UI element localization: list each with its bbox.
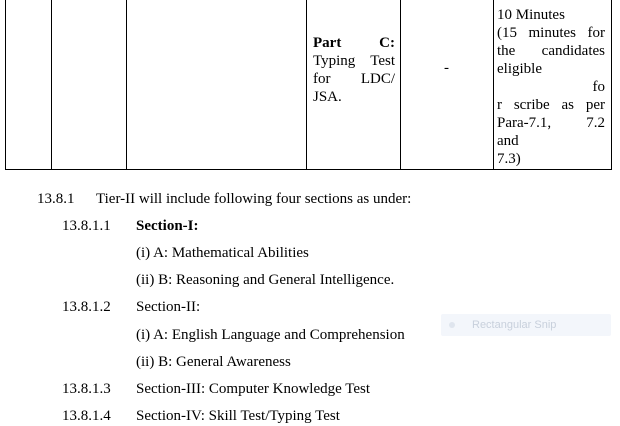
section-intro: Tier-II will include following four sections as under: — [96, 191, 412, 207]
time-line: eligible — [497, 61, 542, 77]
item-sub: (i) A: English Language and Comprehension — [136, 327, 405, 343]
time-line: 10 Minutes — [497, 7, 565, 23]
table-divider — [126, 0, 127, 170]
table-divider — [306, 0, 307, 170]
table-border — [5, 0, 6, 170]
item-number: 13.8.1.3 — [62, 381, 111, 397]
part-line: for LDC/ — [313, 71, 395, 87]
snip-mode-icon — [449, 322, 455, 328]
table-divider — [400, 0, 401, 170]
section-number: 13.8.1 — [37, 191, 75, 207]
item-title: Section-III: Computer Knowledge Test — [136, 381, 371, 397]
table-divider — [51, 0, 52, 170]
table-border — [611, 0, 612, 170]
empty-cell-dash: - — [444, 60, 449, 76]
item-title: Section-IV: Skill Test/Typing Test — [136, 408, 340, 424]
time-line: and — [497, 133, 519, 149]
time-line: 7.3) — [497, 151, 521, 167]
time-line: Para-7.1, 7.2 — [497, 115, 605, 131]
item-sub: (ii) B: General Awareness — [136, 354, 291, 370]
item-number: 13.8.1.1 — [62, 218, 111, 234]
rectangular-snip-button[interactable] — [441, 314, 611, 336]
time-line: (15 minutes for — [497, 25, 605, 41]
part-letter: C: — [379, 35, 395, 51]
item-number: 13.8.1.4 — [62, 408, 111, 424]
time-line: r scribe as per — [497, 97, 605, 113]
time-cell — [497, 6, 605, 168]
exam-table — [0, 0, 620, 170]
item-sub: (ii) B: Reasoning and General Intelligence. — [136, 272, 395, 288]
item-title: Section-II: — [136, 299, 201, 315]
item-number: 13.8.1.2 — [62, 299, 111, 315]
part-line: JSA. — [313, 89, 342, 105]
item-sub: (i) A: Mathematical Abilities — [136, 245, 309, 261]
snip-label: Rectangular Snip — [472, 319, 557, 331]
part-heading — [313, 34, 395, 52]
time-line: fo — [592, 79, 605, 95]
time-line: the candidates — [497, 43, 605, 59]
part-label: Part — [313, 35, 342, 51]
part-line: Typing Test — [313, 53, 395, 69]
table-divider — [493, 0, 494, 170]
part-c-cell — [313, 34, 395, 106]
table-bottom-border — [5, 169, 612, 170]
item-title: Section-I: — [136, 218, 199, 234]
